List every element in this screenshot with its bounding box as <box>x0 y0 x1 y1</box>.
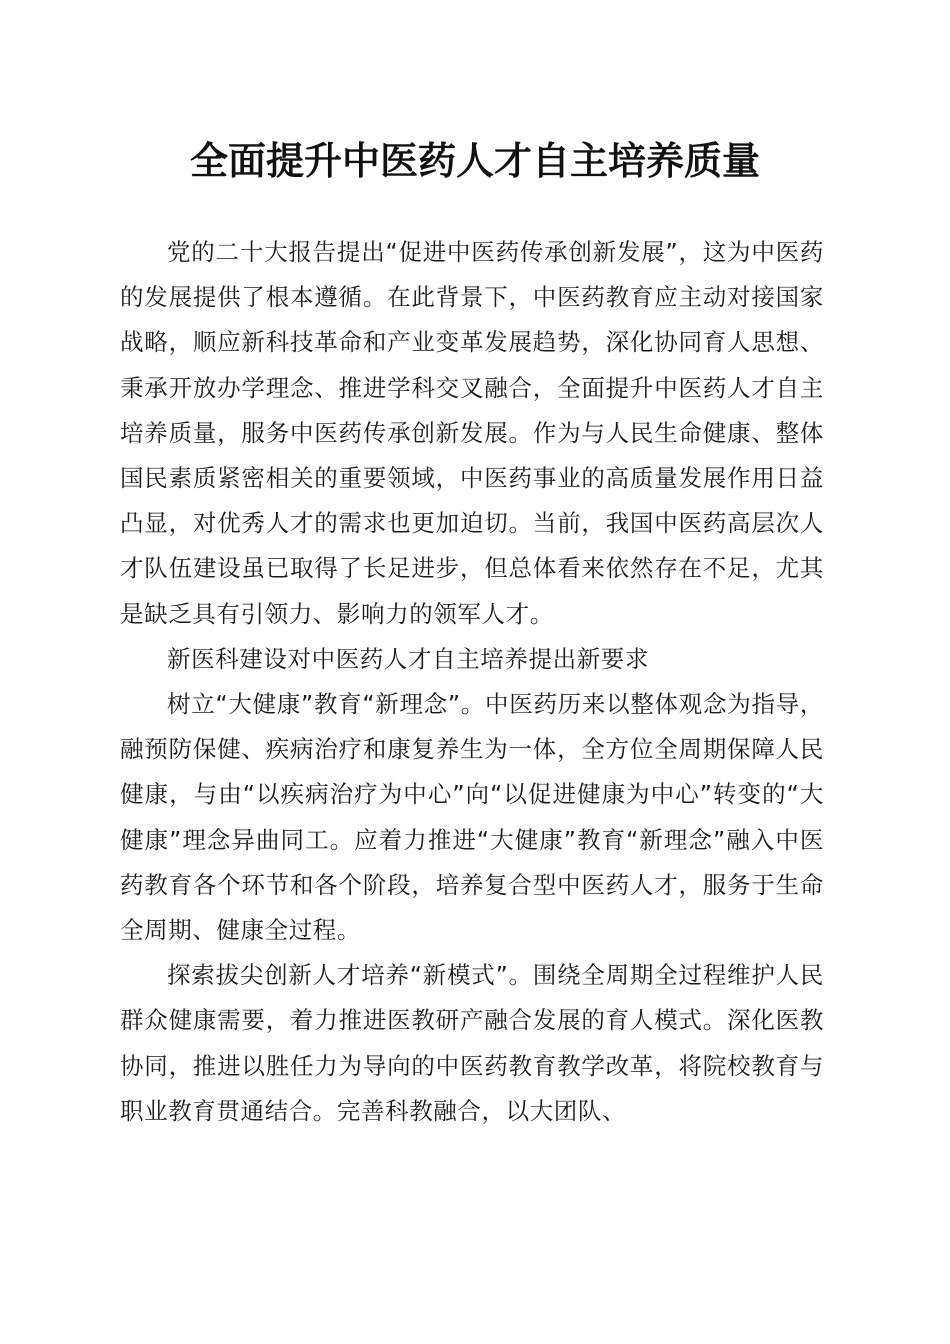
paragraph-intro: 党的二十大报告提出“促进中医药传承创新发展”，这为中医药的发展提供了根本遵循。在此背景下，中医药教育应主动对接国家战略，顺应新科技革命和产业变革发展趋势，深化协同育人思想、秉承开放办学理念、推进学科交叉融合，全面提升中医药人才自主培养质量，服务中医药传承创新发展。作为与人民生命健康、整体国民素质紧密相关的重要领域，中医药事业的高质量发展作用日益凸显，对优秀人才的需求也更加迫切。当前，我国中医药高层次人才队伍建设虽已取得了长足进步，但总体看来依然存在不足，尤其是缺乏具有引领力、影响力的领军人才。 <box>120 238 824 628</box>
paragraph-health-concept: 树立“大健康”教育“新理念”。中医药历来以整体观念为指导，融预防保健、疾病治疗和康复养生为一体，全方位全周期保障人民健康，与由“以疾病治疗为中心”向“以促进健康为中心”转变的“大健康”理念异曲同工。应着力推进“大健康”教育“新理念”融入中医药教育各个环节和各个阶段，培养复合型中医药人才，服务于生命全周期、健康全过程。 <box>120 690 824 945</box>
document-body <box>120 230 824 1134</box>
section-heading: 新医科建设对中医药人才自主培养提出新要求 <box>167 644 649 673</box>
paragraph-talent-model: 探索拔尖创新人才培养“新模式”。围绕全周期全过程维护人民群众健康需要，着力推进医教研产融合发展的育人模式。深化医教协同，推进以胜任力为导向的中医药教育教学改革，将院校教育与职业教育贯通结合。完善科教融合，以大团队、 <box>120 961 824 1125</box>
document-title: 全面提升中医药人才自主培养质量 <box>189 138 760 183</box>
